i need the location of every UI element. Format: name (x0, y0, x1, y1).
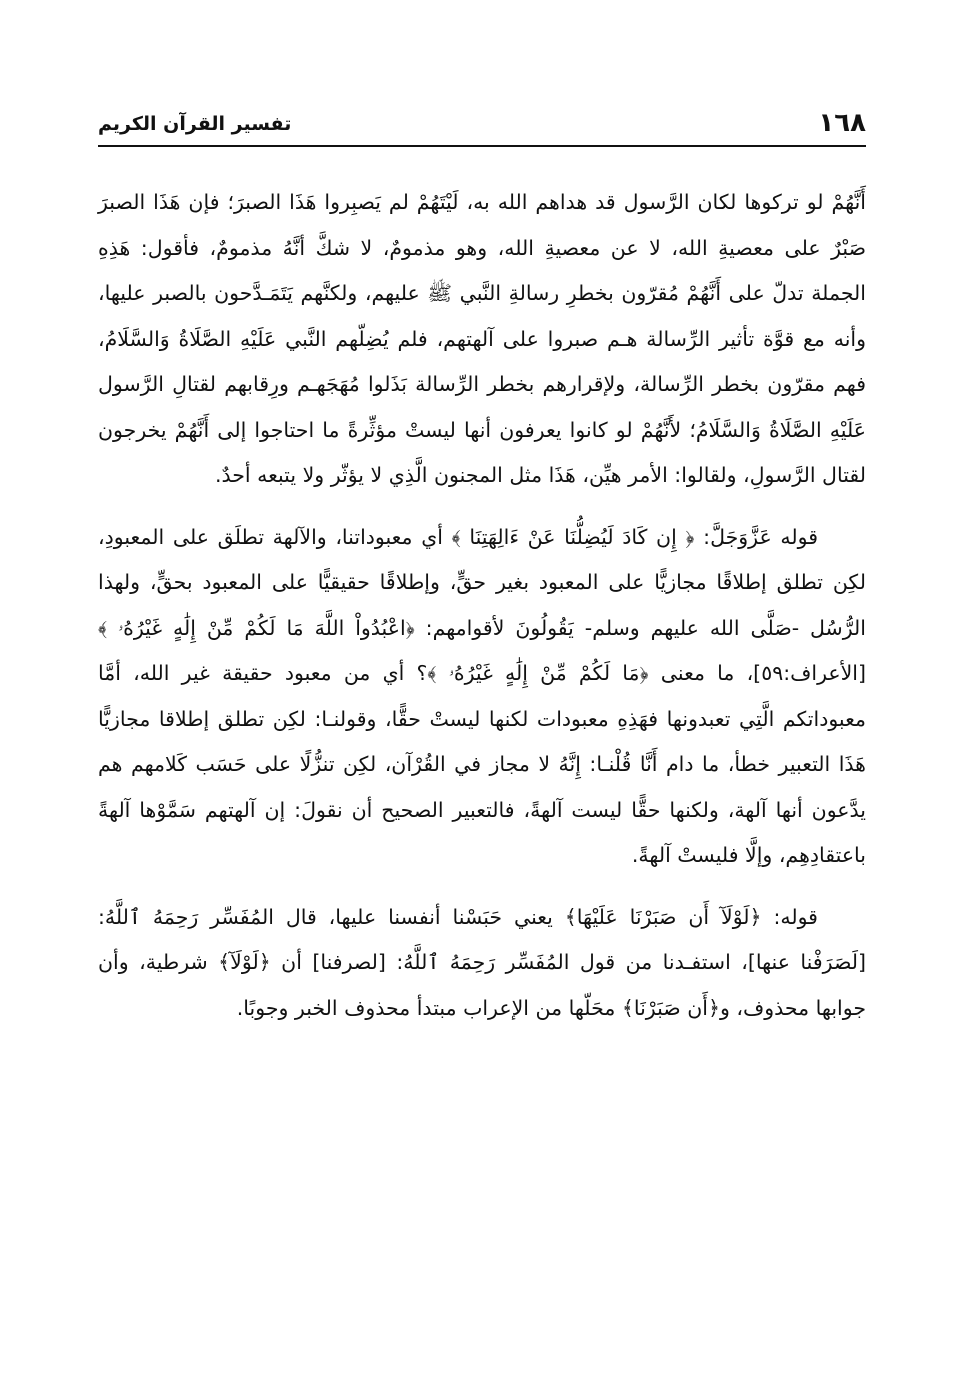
page-number: ١٦٨ (818, 108, 866, 138)
paragraph-2: قوله عَزَّوَجَلَّ: ﴿ إِن كَادَ لَيُضِلُّنَا عَنْ ءَالِهَتِنَا ﴾ أي معبوداتنا، والآلهة تطلَق على المعبودِ، لكِن تطلق إطلاقًا مجازيًّا على المعبود بغير حقٍّ، وإطلاقًا حقيقيًّا على المعبود بحقٍّ، ولهذا الرُّسُل -صَلَّى الله عليهم وسلم- يَقُولُونَ لأقوامهم: ﴿اعْبُدُواْ اللَّهَ مَا لَكُمْ مِّنْ إِلَٰهٍ غَيْرُهُۥ ﴾ [الأعراف:٥٩]، ما معنى ﴿مَا لَكُمْ مِّنْ إِلَٰهٍ غَيْرُهُۥ ﴾؟ أي من معبود حقيقة غير الله، أمَّا معبوداتكم الَّتِي تعبدونها فهَذِهِ معبودات لكنها ليستْ حقًّا، وقولنـا: لكِن تطلق إطلاقا مجازيًّا هَذَا التعبير خطأ، ما دام أَنَّا قُلْنـا: إِنَّهُ لا مجاز في القُرْآن، لكِن تنزُّلًا على حَسَب كَلامهم هم يدَّعون أنها آلهة، ولكنها حقًّا ليست آلهةً، فالتعبير الصحيح أن نقولَ: إن آلهتهم سَمَّوْها آلهةً باعتقادِهِم، وإلَّا فليستْ آلهةً. (98, 524, 866, 867)
paragraph-3: قوله: ﴿لَوْلَآ أَن صَبَرْنَا عَلَيْهَا﴾ يعني حَبَسْنا أنفسنا عليها، قال المُفَسِّر رَحِمَهُ ٱللَّهُ: [لَصَرَفْنا عنها]، استفـدنا من قول المُفَسِّر رَحِمَهُ ٱللَّهُ: [لصرفنا] أن ﴿لَوْلَآ﴾ شرطية، وأن جوابها محذوف، و﴿أَن صَبَرْنَا﴾ محَلّها من الإعراب مبتدأ محذوف الخبر وجوبًا. (98, 904, 866, 1020)
page-body (98, 180, 866, 1047)
page-header (98, 108, 866, 142)
paragraph-1: أَنَّهُمْ لو تركوها لكان الرَّسول قد هداهم الله به، لَيْتَهُمْ لم يَصبِروا هَذَا الصبرَ؛ فإن هَذَا الصبرَ صَبْرٌ على معصيةِ الله، لا عن معصيةِ الله، وهو مذمومٌ، لا شكَّ أنَّهُ مذمومٌ، فأقول: هَذِهِ الجملة تدلّ على أَنَّهُمْ مُقرّون بخطرِ رسالةِ النَّبي ﷺ عليهم، ولكنَّهم يَتَمَـدَّحون بالصبر عليها، وأنه مع قوَّة تأثير الرِّسالة هـم صبروا على آلهتهم، فلم يُضِلّهم النَّبي عَلَيْهِ الصَّلَاةُ وَالسَّلَامُ، فهم مقرّون بخطر الرِّسالة، ولإقرارهم بخطر الرِّسالة بَذَلوا مُهَجَهـم ورِقابهم لقتالِ الرَّسول عَلَيْهِ الصَّلَاةُ وَالسَّلَامُ؛ لأَنَّهُمْ لو كانوا يعرفون أنها ليستْ مؤثِّرةً ما احتاجوا إلى أَنَّهُمْ يخرجون لقتال الرَّسولِ، ولقالوا: الأمر هيِّن، هَذَا مثل المجنون الَّذِي لا يؤثّر ولا يتبعه أحدٌ. (98, 190, 866, 487)
book-title: تفسير القرآن الكريم (98, 113, 292, 135)
header-divider (98, 145, 866, 147)
